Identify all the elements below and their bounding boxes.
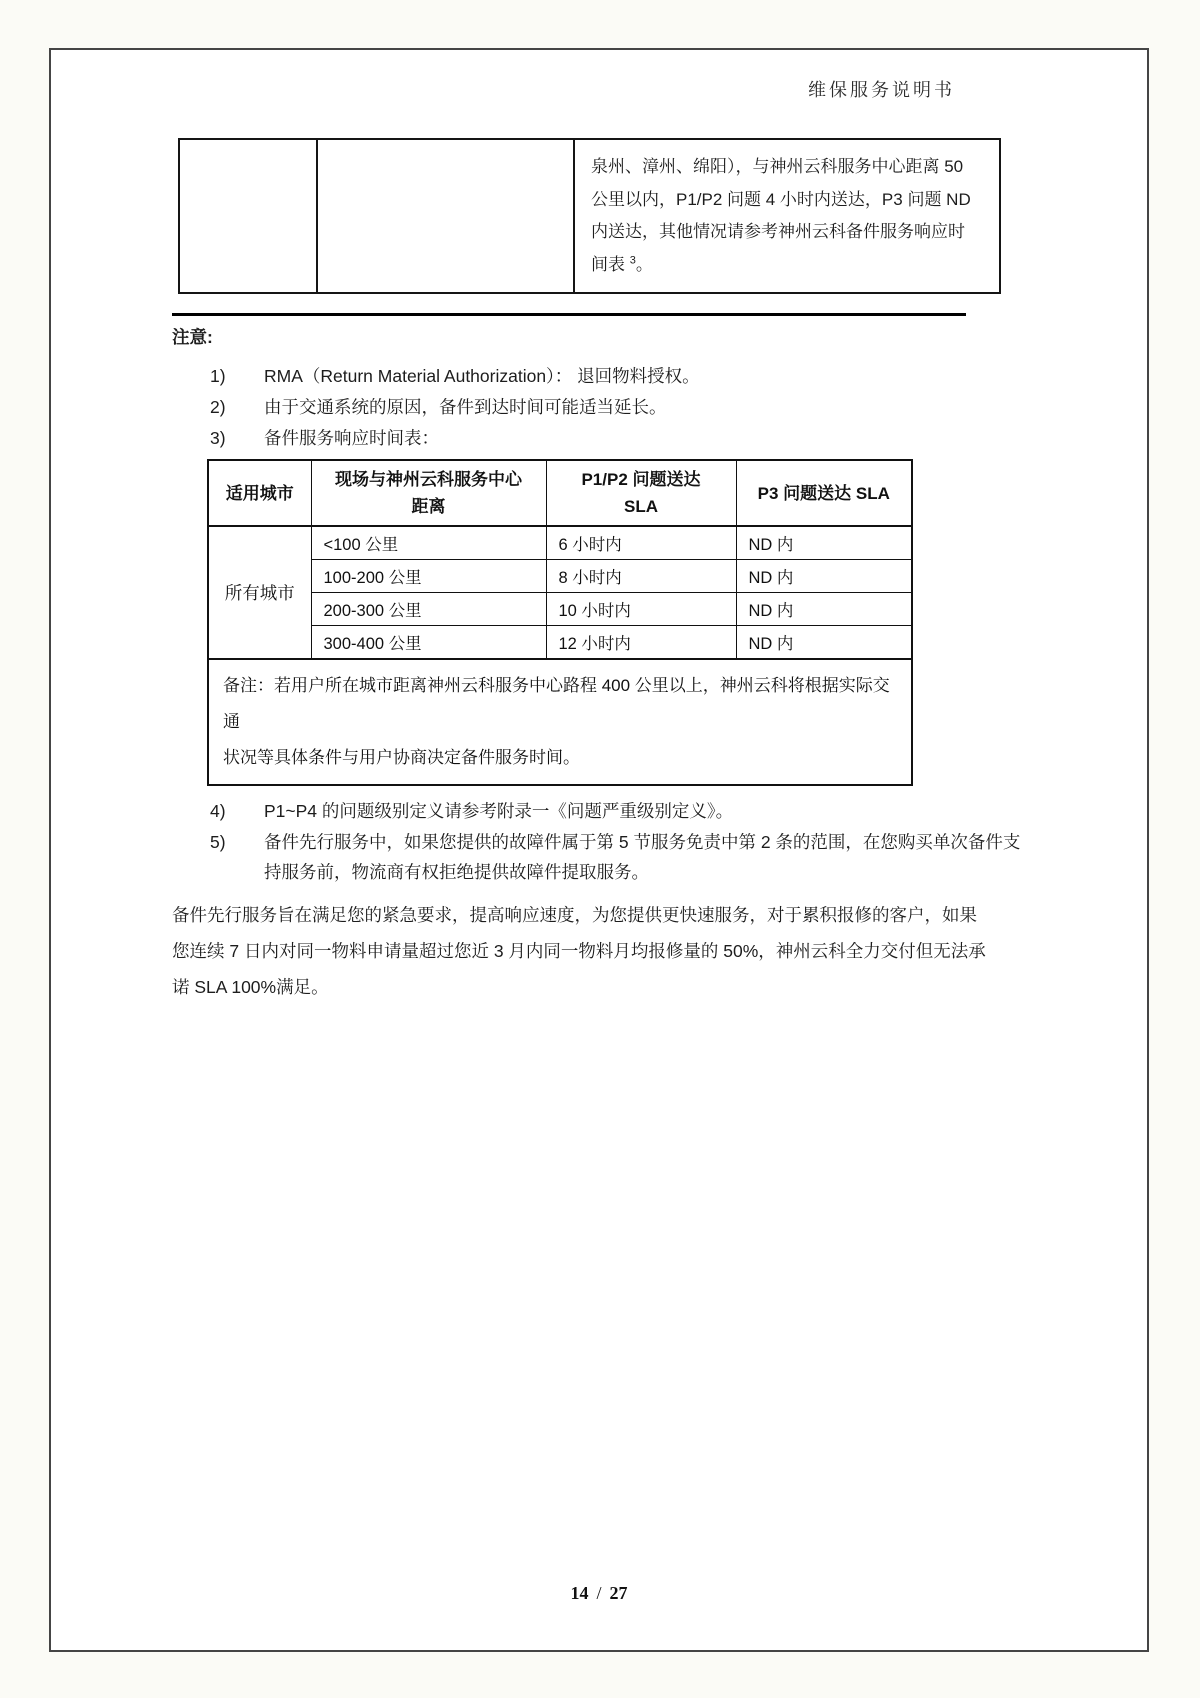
table-row	[208, 626, 912, 660]
header-line: 现场与神州云科服务中心	[335, 470, 522, 489]
page-number-total: 27	[609, 1583, 628, 1603]
city-cell: 所有城市	[208, 526, 311, 659]
doc-header-title: 维保服务说明书	[808, 80, 955, 100]
spare-parts-sla-table	[207, 459, 913, 786]
table-row	[208, 560, 912, 593]
header-distance	[311, 460, 546, 526]
notice-item-2	[210, 392, 1147, 422]
section-divider-rule	[172, 313, 966, 316]
notice-item-text	[264, 827, 1020, 887]
footnote-ref: 3	[629, 253, 636, 266]
notice-item-text: RMA（Return Material Authorization）： 退回物料授权。	[264, 366, 700, 386]
notice-item-3	[210, 423, 1147, 453]
frag-line-4-text: 间表	[591, 254, 630, 274]
table-row	[208, 593, 912, 626]
notice-item-5	[210, 827, 1147, 887]
p1p2-sla-cell: 12 小时内	[546, 626, 736, 660]
distance-cell: <100 公里	[311, 526, 546, 560]
page-number-separator: /	[596, 1583, 602, 1603]
frag-line-4	[591, 249, 991, 282]
header-line: SLA	[624, 497, 658, 516]
page-footer	[51, 1583, 1147, 1604]
p3-sla-cell: ND 内	[736, 626, 912, 660]
page-frame	[49, 48, 1149, 1652]
header-line: P3 问题送达 SLA	[757, 483, 890, 503]
p1p2-sla-cell: 8 小时内	[546, 560, 736, 593]
closing-line-1: 备件先行服务旨在满足您的紧急要求，提高响应速度，为您提供更快速服务，对于累积报修的客户，如果	[172, 905, 977, 925]
notes-section	[51, 324, 1147, 1005]
frag-line-1: 泉州、漳州、绵阳），与神州云科服务中心距离 50	[591, 157, 964, 176]
notice-item-text: P1~P4 的问题级别定义请参考附录一《问题严重级别定义》。	[264, 801, 734, 821]
p3-sla-cell: ND 内	[736, 526, 912, 560]
frag-line-3: 内送达，其他情况请参考神州云科备件服务响应时	[591, 222, 965, 241]
table-note-cell	[208, 659, 912, 785]
frag-text-cell	[574, 139, 1000, 293]
frag-empty-cell-1	[179, 139, 317, 293]
notice-item-number: 5)	[210, 832, 226, 852]
distance-cell: 300-400 公里	[311, 626, 546, 660]
table-note-row	[208, 659, 912, 785]
header-line: P1/P2 问题送达	[581, 470, 701, 489]
p3-sla-cell: ND 内	[736, 560, 912, 593]
notice-item-4	[210, 796, 1147, 826]
notice-title: 注意:	[172, 327, 213, 347]
page-number-current: 14	[570, 1583, 589, 1603]
header-applicable-cities	[208, 460, 311, 526]
frag-line-2: 公里以内，P1/P2 问题 4 小时内送达，P3 问题 ND	[591, 189, 971, 209]
notice-item-5-line-1: 备件先行服务中，如果您提供的故障件属于第 5 节服务免责中第 2 条的范围，在您购买单次备件支	[264, 832, 1021, 852]
p3-sla-cell: ND 内	[736, 593, 912, 626]
header-p1p2-sla	[546, 460, 736, 526]
closing-line-2: 您连续 7 日内对同一物料申请量超过您近 3 月内同一物料月均报修量的 50%，神州云科全力交付但无法承	[172, 941, 986, 961]
notice-item-text: 由于交通系统的原因，备件到达时间可能适当延长。	[264, 397, 667, 417]
notice-item-1	[210, 361, 1147, 391]
notice-item-number: 1)	[210, 366, 226, 386]
notice-item-number: 2)	[210, 397, 226, 417]
frag-line-4-tail: 。	[635, 254, 653, 274]
closing-line-3: 诺 SLA 100%满足。	[172, 977, 329, 997]
distance-cell: 100-200 公里	[311, 560, 546, 593]
header-line: 距离	[411, 497, 446, 516]
table-note-line-1: 备注：若用户所在城市距离神州云科服务中心路程 400 公里以上，神州云科将根据实际交通	[223, 676, 890, 731]
distance-cell: 200-300 公里	[311, 593, 546, 626]
notice-item-number: 3)	[210, 428, 226, 448]
notice-item-text: 备件服务响应时间表：	[264, 428, 439, 448]
frag-empty-cell-2	[317, 139, 574, 293]
closing-paragraph	[172, 897, 1147, 1005]
header-line: 适用城市	[225, 483, 294, 503]
table-row	[179, 139, 1000, 293]
p1p2-sla-cell: 6 小时内	[546, 526, 736, 560]
notice-item-5-line-2: 持服务前，物流商有权拒绝提供故障件提取服务。	[264, 862, 649, 882]
continued-table-fragment	[178, 138, 1001, 294]
notice-item-number: 4)	[210, 801, 226, 821]
table-header-row	[208, 460, 912, 526]
table-row	[208, 526, 912, 560]
header-p3-sla	[736, 460, 912, 526]
p1p2-sla-cell: 10 小时内	[546, 593, 736, 626]
table-note-line-2: 状况等具体条件与用户协商决定备件服务时间。	[223, 748, 580, 767]
